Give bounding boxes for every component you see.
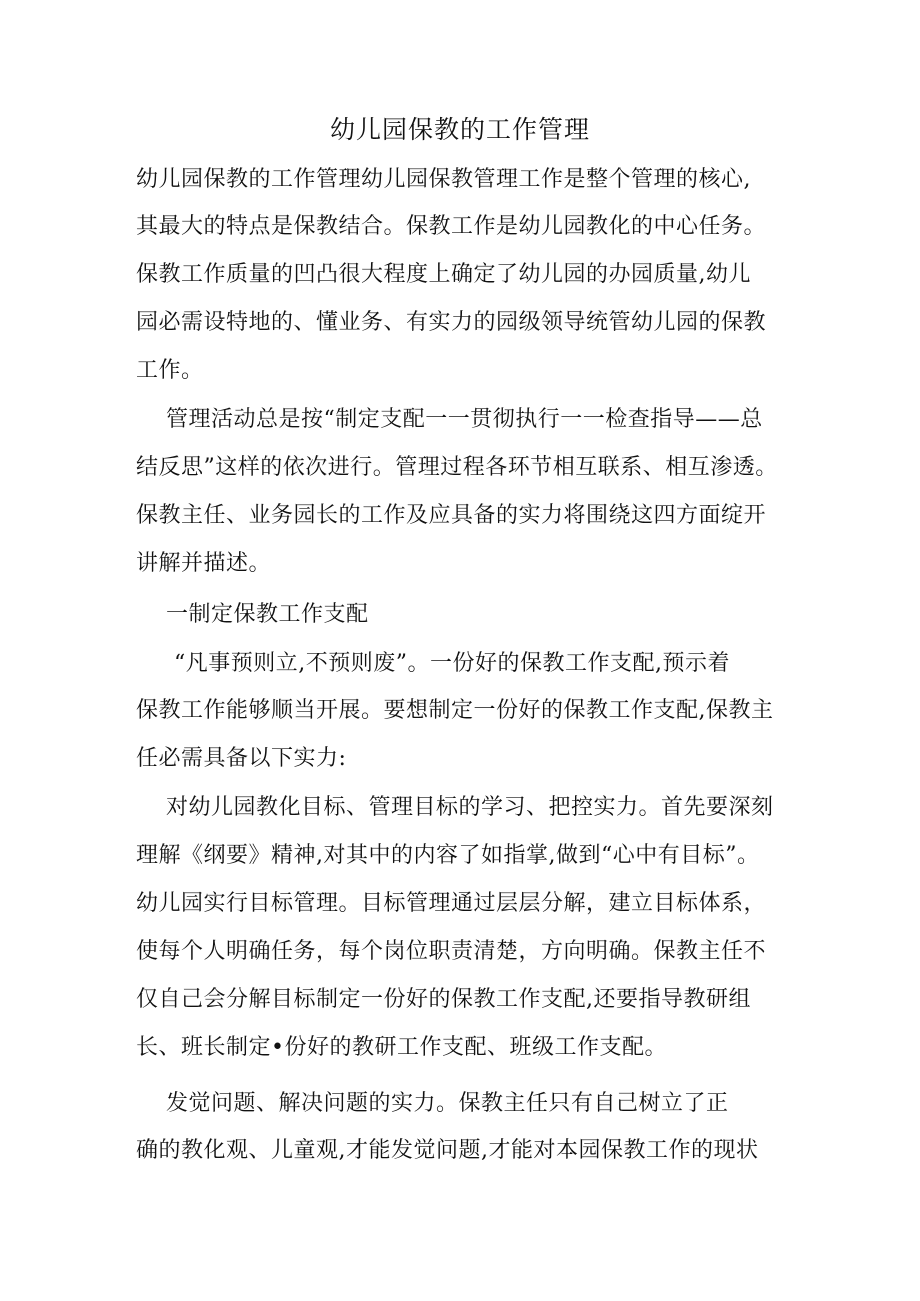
paragraph-line: 园必需设特地的、懂业务、有实力的园级领导统管幼儿园的保教 xyxy=(136,310,767,335)
paragraph-line: 工作。 xyxy=(136,358,204,383)
paragraph-line: 使每个人明确任务，每个岗位职责清楚，方向明确。保教主任不 xyxy=(136,939,767,964)
paragraph-line: 幼儿园实行目标管理。目标管理通过层层分解，建立目标体系， xyxy=(136,891,767,916)
document-title: 幼儿园保教的工作管理 xyxy=(329,115,590,144)
paragraph-line: 仅自己会分解目标制定一份好的保教工作支配,还要指导教研组 xyxy=(136,987,751,1012)
section-heading: 一制定保教工作支配 xyxy=(166,602,369,627)
paragraph-line: 任必需具备以下实力: xyxy=(136,746,347,771)
paragraph-line: 讲解并描述。 xyxy=(136,551,272,576)
paragraph-line: 保教工作质量的凹凸很大程度上确定了幼儿园的办园质量,幼儿 xyxy=(136,262,751,287)
paragraph-line: 结反思”这样的依次进行。管理过程各环节相互联系、相互渗透。 xyxy=(136,455,778,480)
paragraph-line: “凡事预则立,不预则废”。一份好的保教工作支配,预示着 xyxy=(174,651,730,676)
paragraph-line: 理解《纲要》精神,对其中的内容了如指掌,做到“心中有目标”。 xyxy=(136,843,760,868)
paragraph-line: 其最大的特点是保教结合。保教工作是幼儿园教化的中心任务。 xyxy=(136,214,767,239)
paragraph-line: 对幼儿园教化目标、管理目标的学习、把控实力。首先要深刻 xyxy=(166,795,774,820)
paragraph-line: 保教主任、业务园长的工作及应具备的实力将围绕这四方面绽开 xyxy=(136,503,767,528)
paragraph-line: 幼儿园保教的工作管理幼儿园保教管理工作是整个管理的核心, xyxy=(136,167,751,192)
paragraph-line: 确的教化观、儿童观,才能发觉问题,才能对本园保教工作的现状 xyxy=(136,1138,759,1163)
paragraph-line: 保教工作能够顺当开展。要想制定一份好的保教工作支配,保教主 xyxy=(136,698,774,723)
paragraph-line: 长、班长制定•份好的教研工作支配、班级工作支配。 xyxy=(136,1035,667,1060)
paragraph-line: 管理活动总是按“制定支配一一贯彻执行一一检查指导——总 xyxy=(166,407,763,432)
paragraph-line: 发觉问题、解决问题的实力。保教主任只有自己树立了正 xyxy=(166,1091,729,1116)
